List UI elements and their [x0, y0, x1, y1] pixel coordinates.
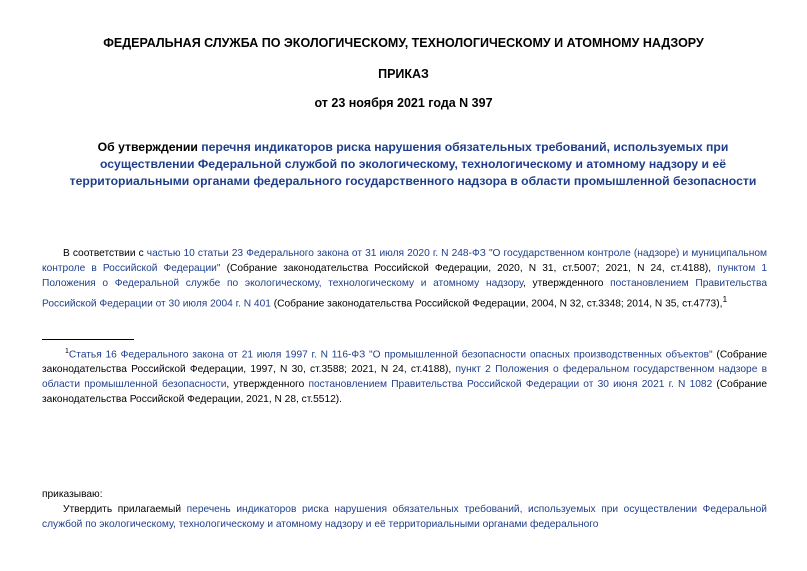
law-116-link[interactable]: Статья 16 Федерального закона от 21 июля 1997 г. N 116-ФЗ "О промышленной безопасности опасных производственных объектов" — [68, 349, 713, 361]
preamble-text-3: , утвержденного — [523, 277, 611, 289]
footnote-divider — [42, 339, 134, 340]
document-subject — [56, 139, 770, 190]
preamble-paragraph — [42, 247, 767, 312]
footnote-mark: 1 — [65, 348, 69, 355]
footnote-text-3: (Собрание законодательства Российской Федерации, 2021, N 28, ст.5512). — [42, 379, 767, 406]
law-248-link[interactable]: частью 10 статьи 23 Федерального закона от 31 июля 2020 г. N 248-ФЗ "О государственном контроле (надзоре) и муниципальном контроле в Российской Федерации" — [42, 248, 768, 274]
footnote — [42, 345, 767, 408]
order-word: приказываю: — [42, 489, 103, 500]
regulation-point-1-link[interactable]: пунктом 1 Положения о Федеральной службе по экологическому, технологическому и атомному надзору — [42, 262, 767, 289]
footnote-text-2: , утвержденного — [226, 379, 309, 391]
subject-prefix: Об утверждении — [97, 140, 202, 154]
document-date-number: от 23 ноября 2021 года N 397 — [314, 96, 493, 110]
regulation-point-2-link[interactable]: пункт 2 Положения о федеральном государственном надзоре в области промышленной безопасности — [42, 364, 768, 391]
government-decree-401-link[interactable]: постановлением Правительства Российской Федерации от 30 июля 2004 г. N 401 — [42, 277, 767, 310]
order-paragraph — [42, 503, 767, 533]
preamble-text-4: (Собрание законодательства Российской Федерации, 2004, N 32, ст.3348; 2014, N 35, ст.4773), — [270, 298, 723, 310]
indicators-list-link[interactable]: перечень индикаторов риска нарушения обязательных требований, используемых при осуществлении Федеральной службой по экологическому, технологическому и атомному надзору и её территориальными органами федерального — [42, 504, 767, 530]
preamble-text-2: (Собрание законодательства Российской Федерации, 2020, N 31, ст.5007; 2021, N 24, ст.4188), — [220, 262, 718, 274]
footnote-reference[interactable]: 1 — [722, 293, 728, 304]
subject-link[interactable]: перечня индикаторов риска нарушения обязательных требований, используемых при осуществлении Федеральной службой по экологическому, технологическому и атомному надзору и её территориальными органами федерального государственного надзора в области промышленной безопасности — [69, 140, 757, 188]
agency-title: ФЕДЕРАЛЬНАЯ СЛУЖБА ПО ЭКОЛОГИЧЕСКОМУ, ТЕХНОЛОГИЧЕСКОМУ И АТОМНОМУ НАДЗОРУ — [103, 36, 704, 50]
preamble-text-1: В соответствии с — [63, 248, 147, 259]
footnote-text-1: (Собрание законодательства Российской Федерации, 1997, N 30, ст.3588; 2021, N 24, ст.4188), — [42, 349, 767, 376]
government-decree-1082-link[interactable]: постановлением Правительства Российской Федерации от 30 июня 2021 г. N 1082 — [308, 379, 713, 391]
order-text: Утвердить прилагаемый — [63, 504, 187, 515]
document-type: ПРИКАЗ — [378, 67, 429, 81]
